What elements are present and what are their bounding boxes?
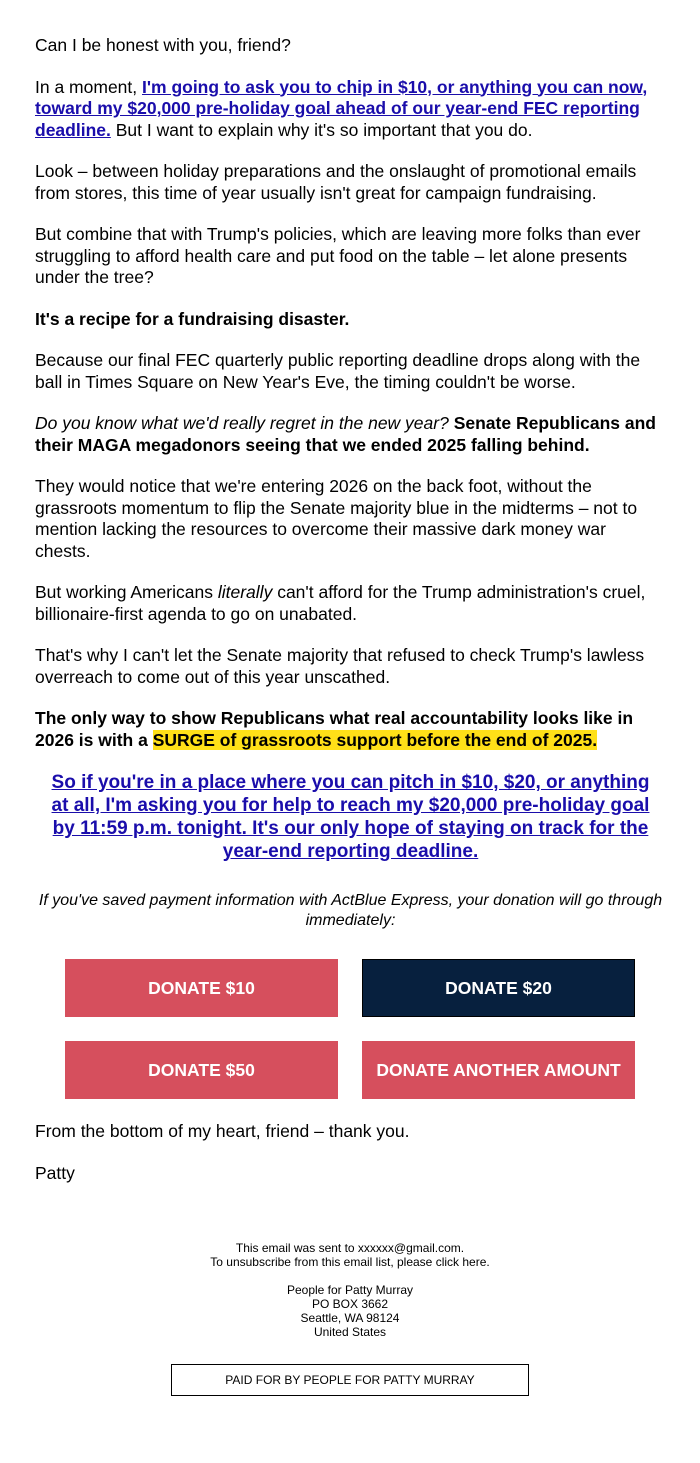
working-americans-paragraph [35, 582, 666, 625]
closing-line: From the bottom of my heart, friend – thank you. [35, 1121, 410, 1141]
cta-paragraph [41, 771, 660, 863]
accountability-lead: The only way to show Republicans what real accountability looks like in 2026 is with a [35, 708, 634, 750]
unsubscribe-link[interactable]: To unsubscribe from this email list, please click here. [210, 1255, 490, 1269]
holiday-paragraph: Look – between holiday preparations and the onslaught of promotional emails from stores, this time of year usually isn't great for campaign fundraising. [35, 161, 637, 203]
donate-buttons [35, 959, 666, 1099]
intro-paragraph [35, 77, 666, 142]
sent-to-notice: This email was sent to xxxxxx@gmail.com. [235, 1241, 465, 1255]
po-box: PO BOX 3662 [311, 1297, 389, 1311]
paid-for-disclaimer: PAID FOR BY PEOPLE FOR PATTY MURRAY [171, 1364, 529, 1396]
regret-question: Do you know what we'd really regret in the new year? [35, 413, 449, 433]
disaster-paragraph: It's a recipe for a fundraising disaster. [35, 308, 350, 329]
regret-statement: Senate Republicans and their MAGA megadonors seeing that we ended 2025 falling behind. [35, 413, 656, 455]
working-tail: can't afford for the Trump administration's cruel, billionaire-first agenda to go on unabated. [35, 582, 646, 624]
literally-emphasis: literally [217, 582, 273, 602]
accountability-paragraph [35, 708, 666, 751]
back-foot-paragraph: They would notice that we're entering 2026 on the back foot, without the grassroots momentum to flip the Senate majority blue in the midterms – not to mention lacking the resources to overcome their massive dark money war chests. [35, 476, 638, 561]
donate-50-button[interactable]: DONATE $50 [65, 1041, 338, 1099]
actblue-express-note: If you've saved payment information with ActBlue Express, your donation will go through immediately: [38, 892, 663, 929]
cta-link[interactable]: So if you're in a place where you can pitch in $10, $20, or anything at all, I'm asking you for help to reach my $20,000 pre-holiday goal by 11:59 p.m. tonight. It's our only hope of staying on track for the year-end reporting deadline. [51, 772, 650, 862]
deadline-paragraph: Because our final FEC quarterly public reporting deadline drops along with the ball in Times Square on New Year's Eve, the timing couldn't be worse. [35, 350, 641, 392]
policies-paragraph: But combine that with Trump's policies, which are leaving more folks than ever struggling to afford health care and put food on the table – let alone presents under the tree? [35, 224, 641, 287]
org-name: People for Patty Murray [286, 1283, 414, 1297]
greeting: Can I be honest with you, friend? [35, 35, 291, 55]
chip-in-link[interactable]: I'm going to ask you to chip in $10, or anything you can now, toward my $20,000 pre-holiday goal ahead of our year-end FEC reporting deadline. [35, 76, 648, 140]
country: United States [313, 1325, 387, 1339]
intro-lead: In a moment, [35, 76, 142, 97]
intro-tail: But I want to explain why it's so important that you do. [110, 119, 533, 140]
email-body [0, 35, 700, 1184]
donate-20-button[interactable]: DONATE $20 [362, 959, 635, 1017]
mailing-address [0, 1283, 700, 1339]
city-state-zip: Seattle, WA 98124 [300, 1311, 400, 1325]
email-footer [0, 1241, 700, 1396]
senate-majority-paragraph: That's why I can't let the Senate majority that refused to check Trump's lawless overreach to come out of this year unscathed. [35, 645, 645, 687]
working-lead: But working Americans [35, 582, 218, 602]
surge-highlight: SURGE of grassroots support before the end of 2025. [152, 729, 598, 750]
regret-paragraph [35, 413, 666, 456]
donate-other-amount-button[interactable]: DONATE ANOTHER AMOUNT [362, 1041, 635, 1099]
donate-10-button[interactable]: DONATE $10 [65, 959, 338, 1017]
signature: Patty [35, 1162, 75, 1183]
